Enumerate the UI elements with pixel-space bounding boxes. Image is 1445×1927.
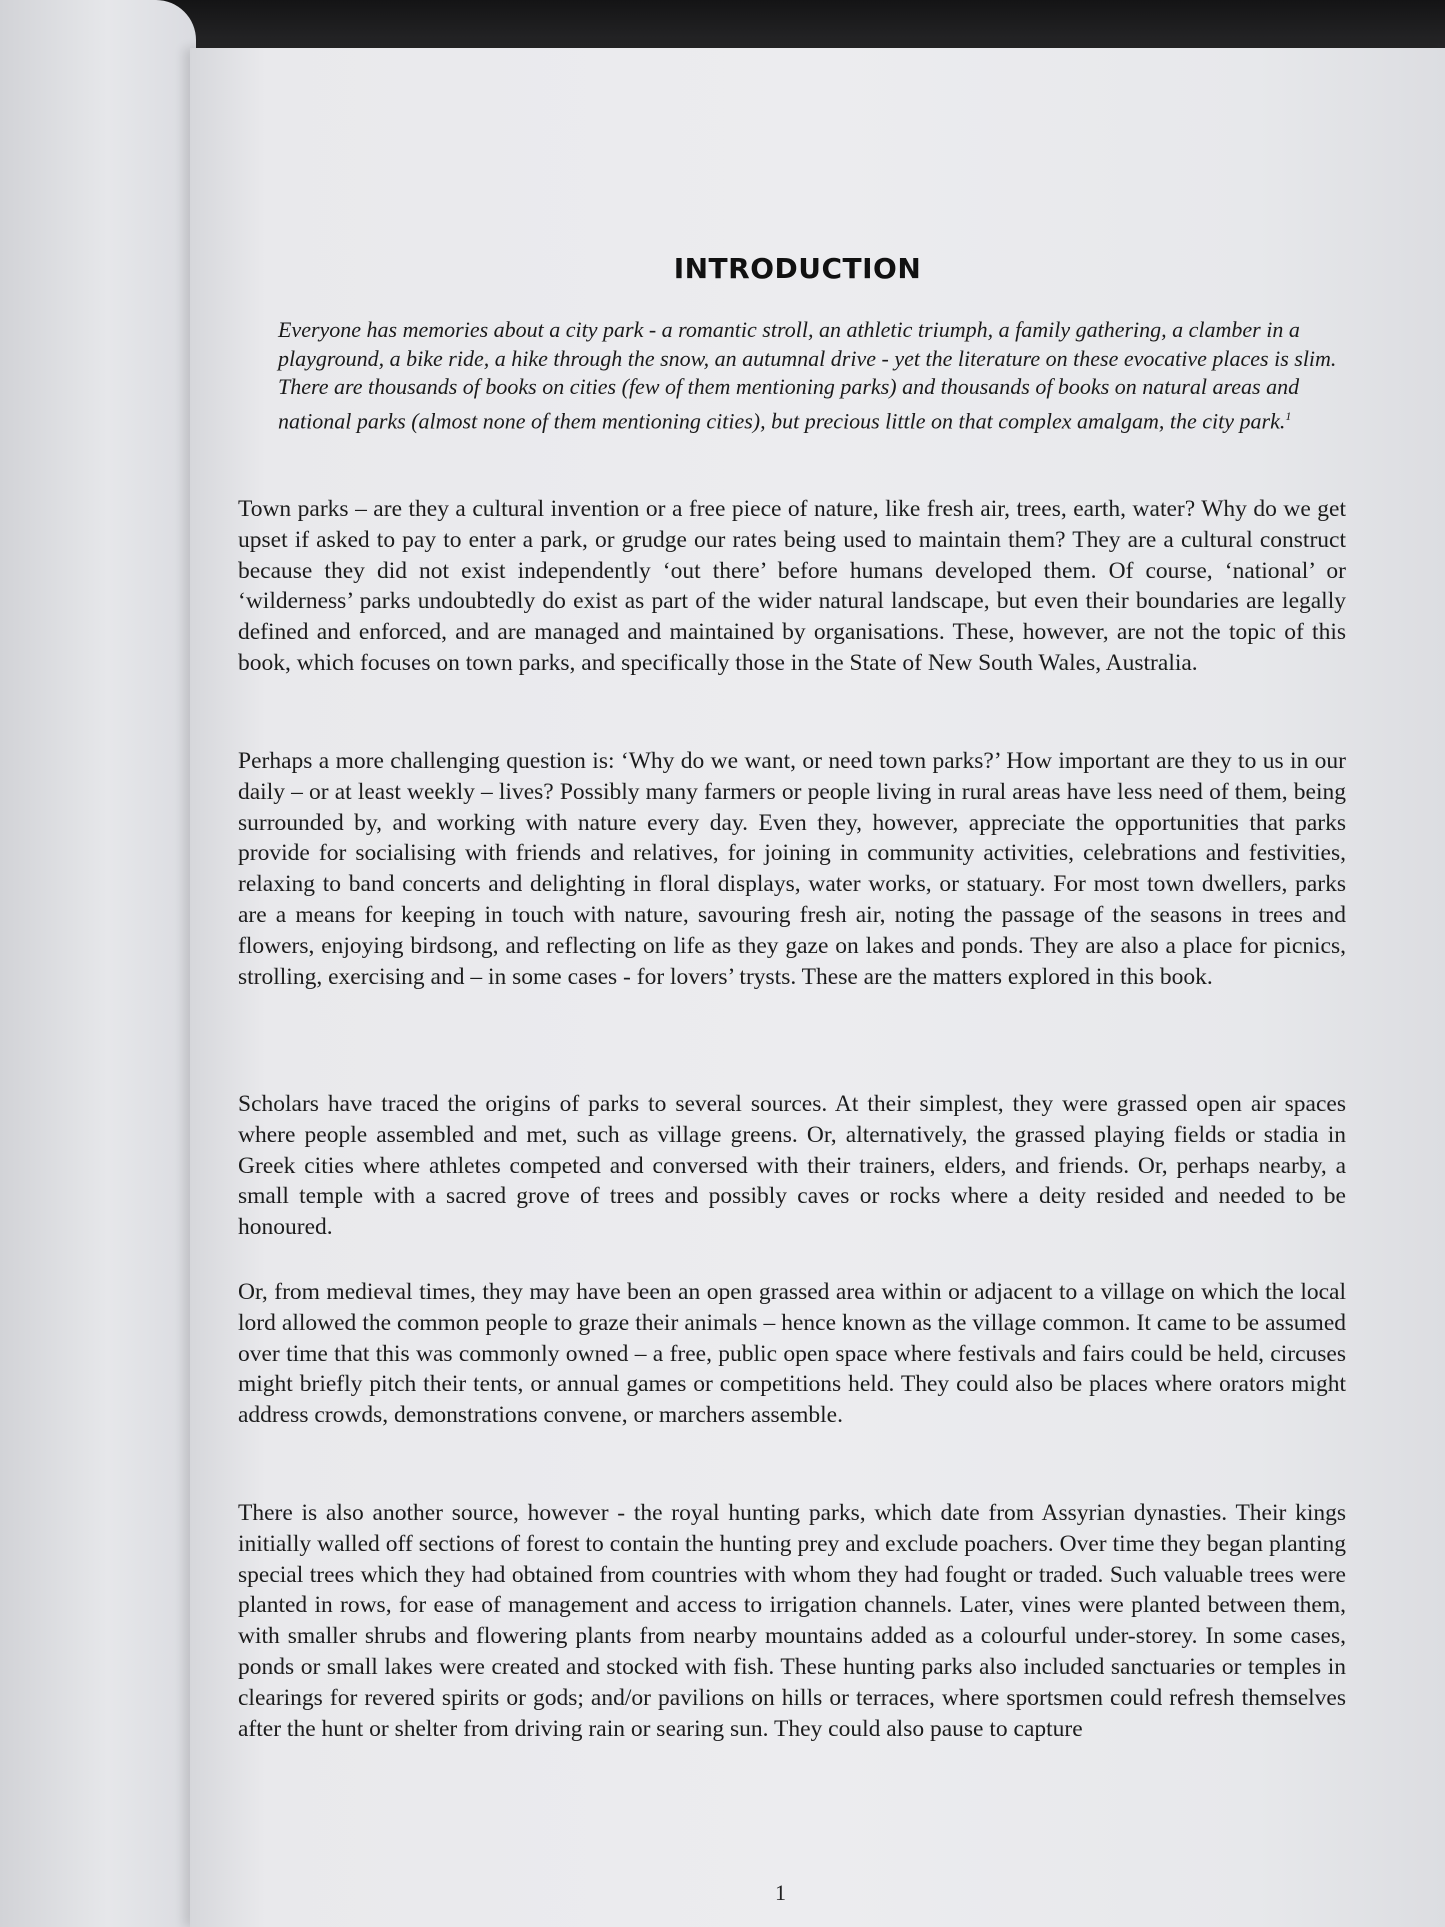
page-number: 1 bbox=[775, 1880, 786, 1905]
previous-page-edge bbox=[0, 0, 196, 1927]
epigraph-text: Everyone has memories about a city park - a romantic stroll, an athletic triumph, a family gathering, a clamber in a playground, a bike ride, a hike through the snow, an autumnal drive - yet the literature on these evocative places is slim. There are thousands of books on cities (few of them mentioning parks) and thousands of books on natural areas and national parks (almost none of them mentioning cities), but precious little on that complex amalgam, the city park. bbox=[278, 317, 1337, 433]
chapter-title: INTRODUCTION bbox=[673, 252, 922, 285]
footnote-marker: 1 bbox=[1285, 408, 1292, 423]
paragraph-medieval-common: Or, from medieval times, they may have been an open grassed area within or adjacent to a village on which the local lord allowed the common people to graze their animals – hence known as the village common. It came to be assumed over time that this was commonly owned – a free, public open space where festivals and fairs could be held, circuses might briefly pitch their tents, or annual games or competitions held. They could also be places where orators might address crowds, demonstrations convene, or marchers assemble. bbox=[238, 1279, 1346, 1429]
paragraph-town-parks: Town parks – are they a cultural invention or a free piece of nature, like fresh air, trees, earth, water? Why do we get upset if asked to pay to enter a park, or grudge our rates being used to maintain them? They are a cultural construct because they did not exist independently ‘out there’ before humans developed them. Of course, ‘national’ or ‘wilderness’ parks undoubtedly do exist as part of the wider natural landscape, but even their boundaries are legally defined and enforced, and are managed and maintained by organisations. These, however, are not the topic of this book, which focuses on town parks, and specifically those in the State of New South Wales, Australia. bbox=[238, 496, 1346, 676]
paragraph-why-parks: Perhaps a more challenging question is: ‘Why do we want, or need town parks?’ How important are they to us in our daily – or at least weekly – lives? Possibly many farmers or people living in rural areas have less need of them, being surrounded by, and working with nature every day. Even they, however, appreciate the opportunities that parks provide for socialising with friends and relatives, for joining in community activities, celebrations and festivities, relaxing to band concerts and delighting in floral displays, water works, or statuary. For most town dwellers, parks are a means for keeping in touch with nature, savouring fresh air, noting the passage of the seasons in trees and flowers, enjoying birdsong, and reflecting on life as they gaze on lakes and ponds. They are also a place for picnics, strolling, exercising and – in some cases - for lovers’ trysts. These are the matters explored in this book. bbox=[238, 748, 1346, 990]
paragraph-hunting-parks: There is also another source, however - the royal hunting parks, which date from Assyrian dynasties. Their kings initially walled off sections of forest to contain the hunting prey and exclude poachers. Over time they began planting special trees which they had obtained from countries with whom they had fought or traded. Such valuable trees were planted in rows, for ease of management and access to irrigation channels. Later, vines were planted between them, with smaller shrubs and flowering plants from nearby mountains added as a colourful under-storey. In some cases, ponds or small lakes were created and stocked with fish. These hunting parks also included sanctuaries or temples in clearings for revered spirits or gods; and/or pavilions on hills or terraces, where sportsmen could refresh themselves after the hunt or shelter from driving rain or searing sun. They could also pause to capture bbox=[238, 1500, 1346, 1742]
epigraph-quote bbox=[278, 316, 1338, 435]
paragraph-origins: Scholars have traced the origins of parks to several sources. At their simplest, they were grassed open air spaces where people assembled and met, such as village greens. Or, alternatively, the grassed playing fields or stadia in Greek cities where athletes competed and conversed with their trainers, elders, and friends. Or, perhaps nearby, a small temple with a sacred grove of trees and possibly caves or rocks where a deity resided and needed to be honoured. bbox=[238, 1091, 1346, 1241]
